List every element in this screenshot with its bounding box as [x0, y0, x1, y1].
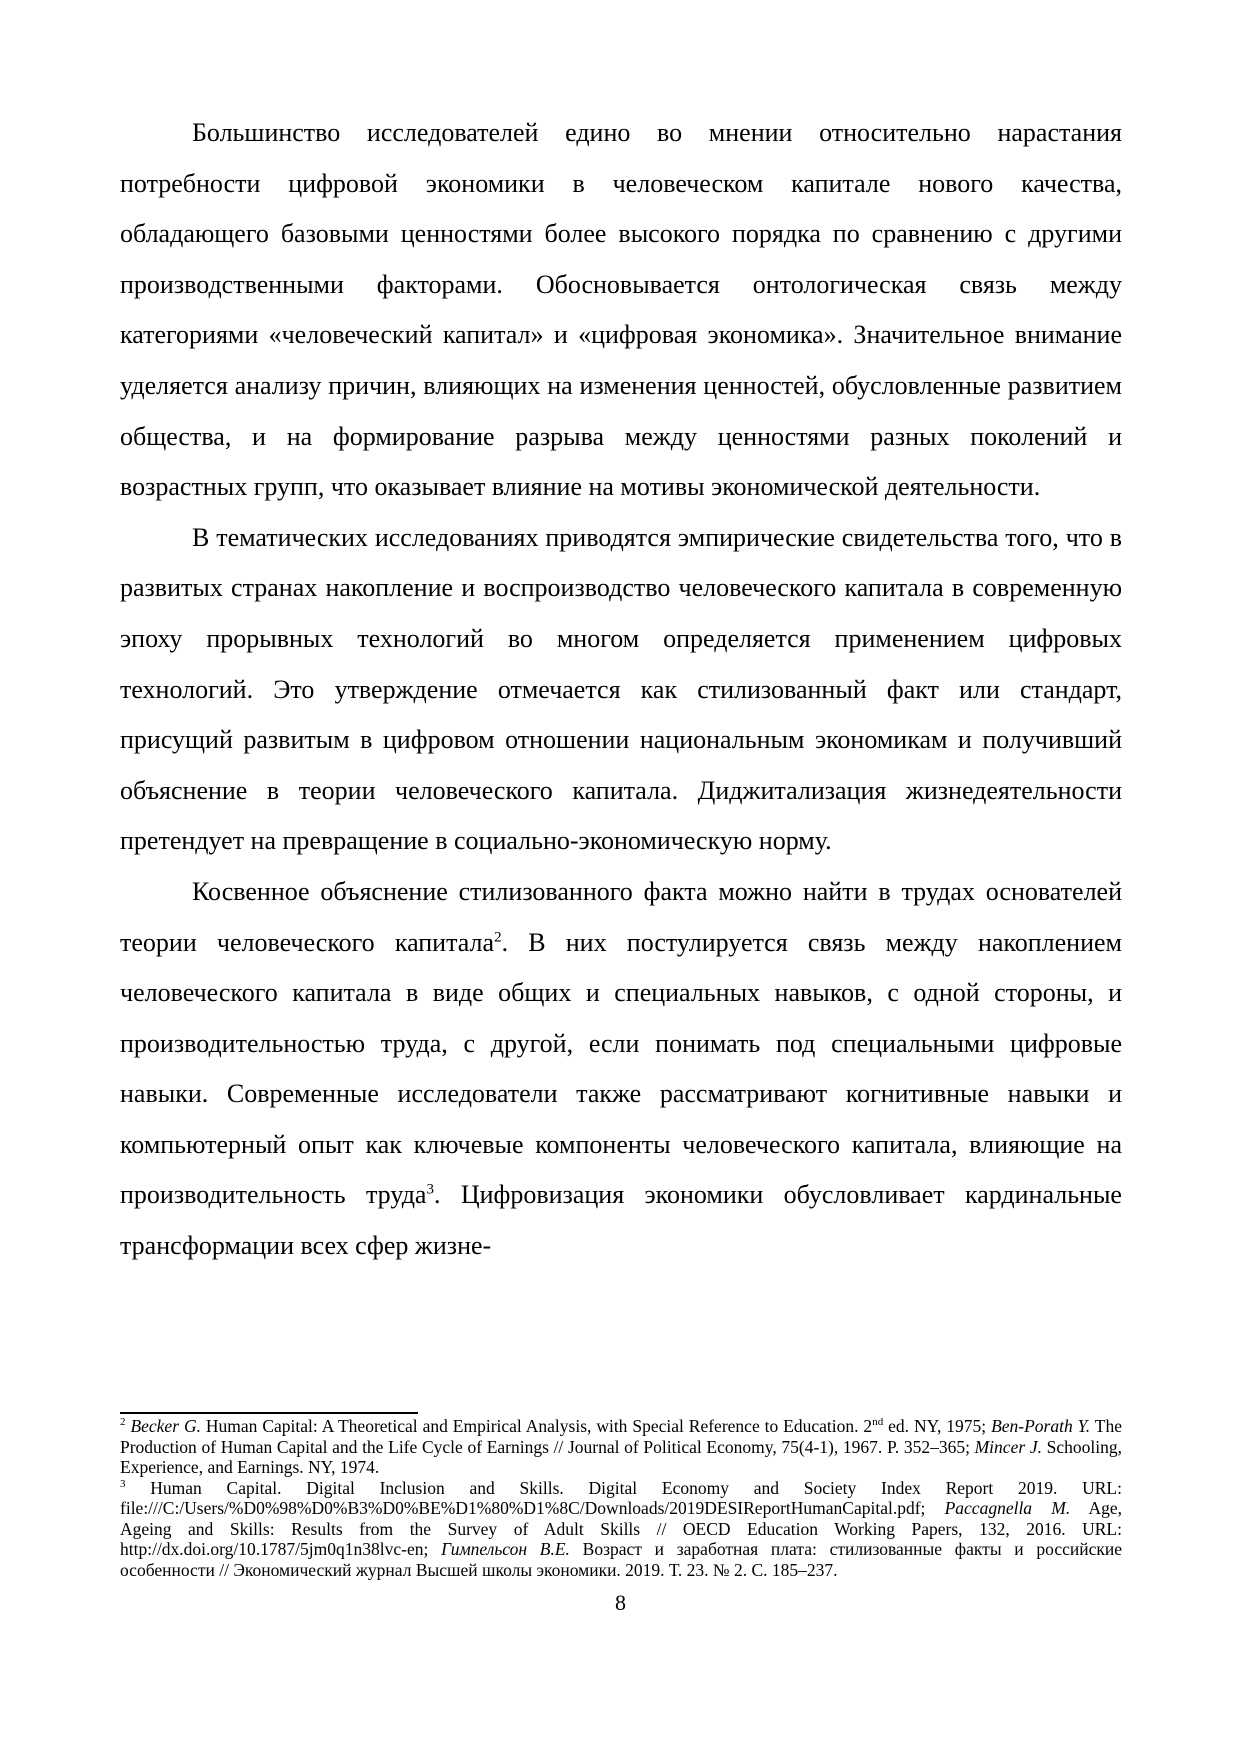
author: Mincer J. — [974, 1436, 1042, 1457]
paragraph-text: Большинство исследователей едино во мнении относительно нарастания потребности цифровой экономики в человеческом капитале нового качества, обладающего базовыми ценностями более высокого порядка по сравнению с другими производственными факторами. Обосновывается онтологическая связь между категориями «человеческий капитал» и «цифровая экономика». Значительное внимание уделяется анализу причин, влияющих на изменения ценностей, обусловленные развитием общества, и на формирование разрыва между ценностями разных поколений и возрастных групп, что оказывает влияние на мотивы экономической деятельности. — [120, 118, 1122, 502]
footnote-text: Human Capital: A Theoretical and Empirical Analysis, with Special Reference to Education. 2 — [200, 1416, 873, 1436]
paragraph-3 — [120, 867, 1122, 1272]
footnote-text: Schooling, Experience, and Earnings. NY, 1974. — [120, 1436, 1122, 1477]
footnote-text: Возраст и заработная плата: стилизованные факты и российские особенности // Экономический журнал Высшей школы экономики. 2019. Т. 23. № 2. С. 185–237. — [120, 1539, 1123, 1580]
footnotes — [120, 1416, 1122, 1580]
paragraph-text: Косвенное объяснение стилизованного факта можно найти в трудах основателей теории человеческого капитала — [120, 876, 1122, 957]
footnote-ref-3[interactable]: 3 — [426, 1181, 434, 1198]
paragraph-text: . Цифровизация экономики обусловливает кардинальные трансформации всех сфер жизне- — [120, 1180, 1122, 1261]
footnote-text: Age, Ageing and Skills: Results from the Survey of Adult Skills // OECD Education Working Papers, 132, 2016. URL: http://dx.doi.org/10.1787/5jm0q1n38lvc-en; — [120, 1498, 1122, 1559]
footnote-3 — [120, 1478, 1122, 1581]
ordinal-suffix: nd — [872, 1416, 884, 1429]
author: Гимпельсон В.Е. — [441, 1539, 570, 1559]
author: Paccagnella M. — [944, 1498, 1071, 1518]
page-number: 8 — [615, 1590, 626, 1615]
paragraph-text: . В них постулируется связь между накоплением человеческого капитала в виде общих и специальных навыков, с одной стороны, и производительностью труда, с другой, если понимать под специальными цифровые навыки. Современные исследователи также рассматривают когнитивные навыки и компьютерный опыт как ключевые компоненты человеческого капитала, влияющие на производительность труда — [120, 927, 1122, 1210]
footnote-text: Human Capital. Digital Inclusion and Skills. Digital Economy and Society Index Report 2019. URL: file:///C:/Users/%D0%98%D0%B3%D0%BE%D1%80%D1%8C/Downloads/2019DESIReportHumanCapital.pdf; — [120, 1477, 1122, 1518]
footnote-separator — [120, 1412, 418, 1414]
main-text — [120, 108, 1122, 1272]
footnote-text: The Production of Human Capital and the Life Cycle of Earnings // Journal of Political Economy, 75(4-1), 1967. P. 352–365; — [120, 1416, 1122, 1457]
paragraph-1 — [120, 108, 1122, 513]
footnote-ref-2[interactable]: 2 — [494, 928, 502, 945]
paragraph-text: В тематических исследованиях приводятся эмпирические свидетельства того, что в развитых странах накопление и воспроизводство человеческого капитала в современную эпоху прорывных технологий во многом определяется применением цифровых технологий. Это утверждение отмечается как стилизованный факт или стандарт, присущий развитым в цифровом отношении национальным экономикам и получивший объяснение в теории человеческого капитала. Диджитализация жизнедеятельности претендует на превращение в социально-экономическую норму. — [120, 522, 1122, 856]
paragraph-2 — [120, 513, 1122, 867]
author: Becker G. — [130, 1416, 201, 1436]
footnote-number: 3 — [120, 1477, 126, 1490]
author: Ben-Porath Y. — [991, 1416, 1091, 1436]
footnote-text: ed. NY, 1975; — [883, 1416, 992, 1436]
footnote-number: 2 — [120, 1416, 126, 1429]
footnote-2 — [120, 1416, 1122, 1478]
